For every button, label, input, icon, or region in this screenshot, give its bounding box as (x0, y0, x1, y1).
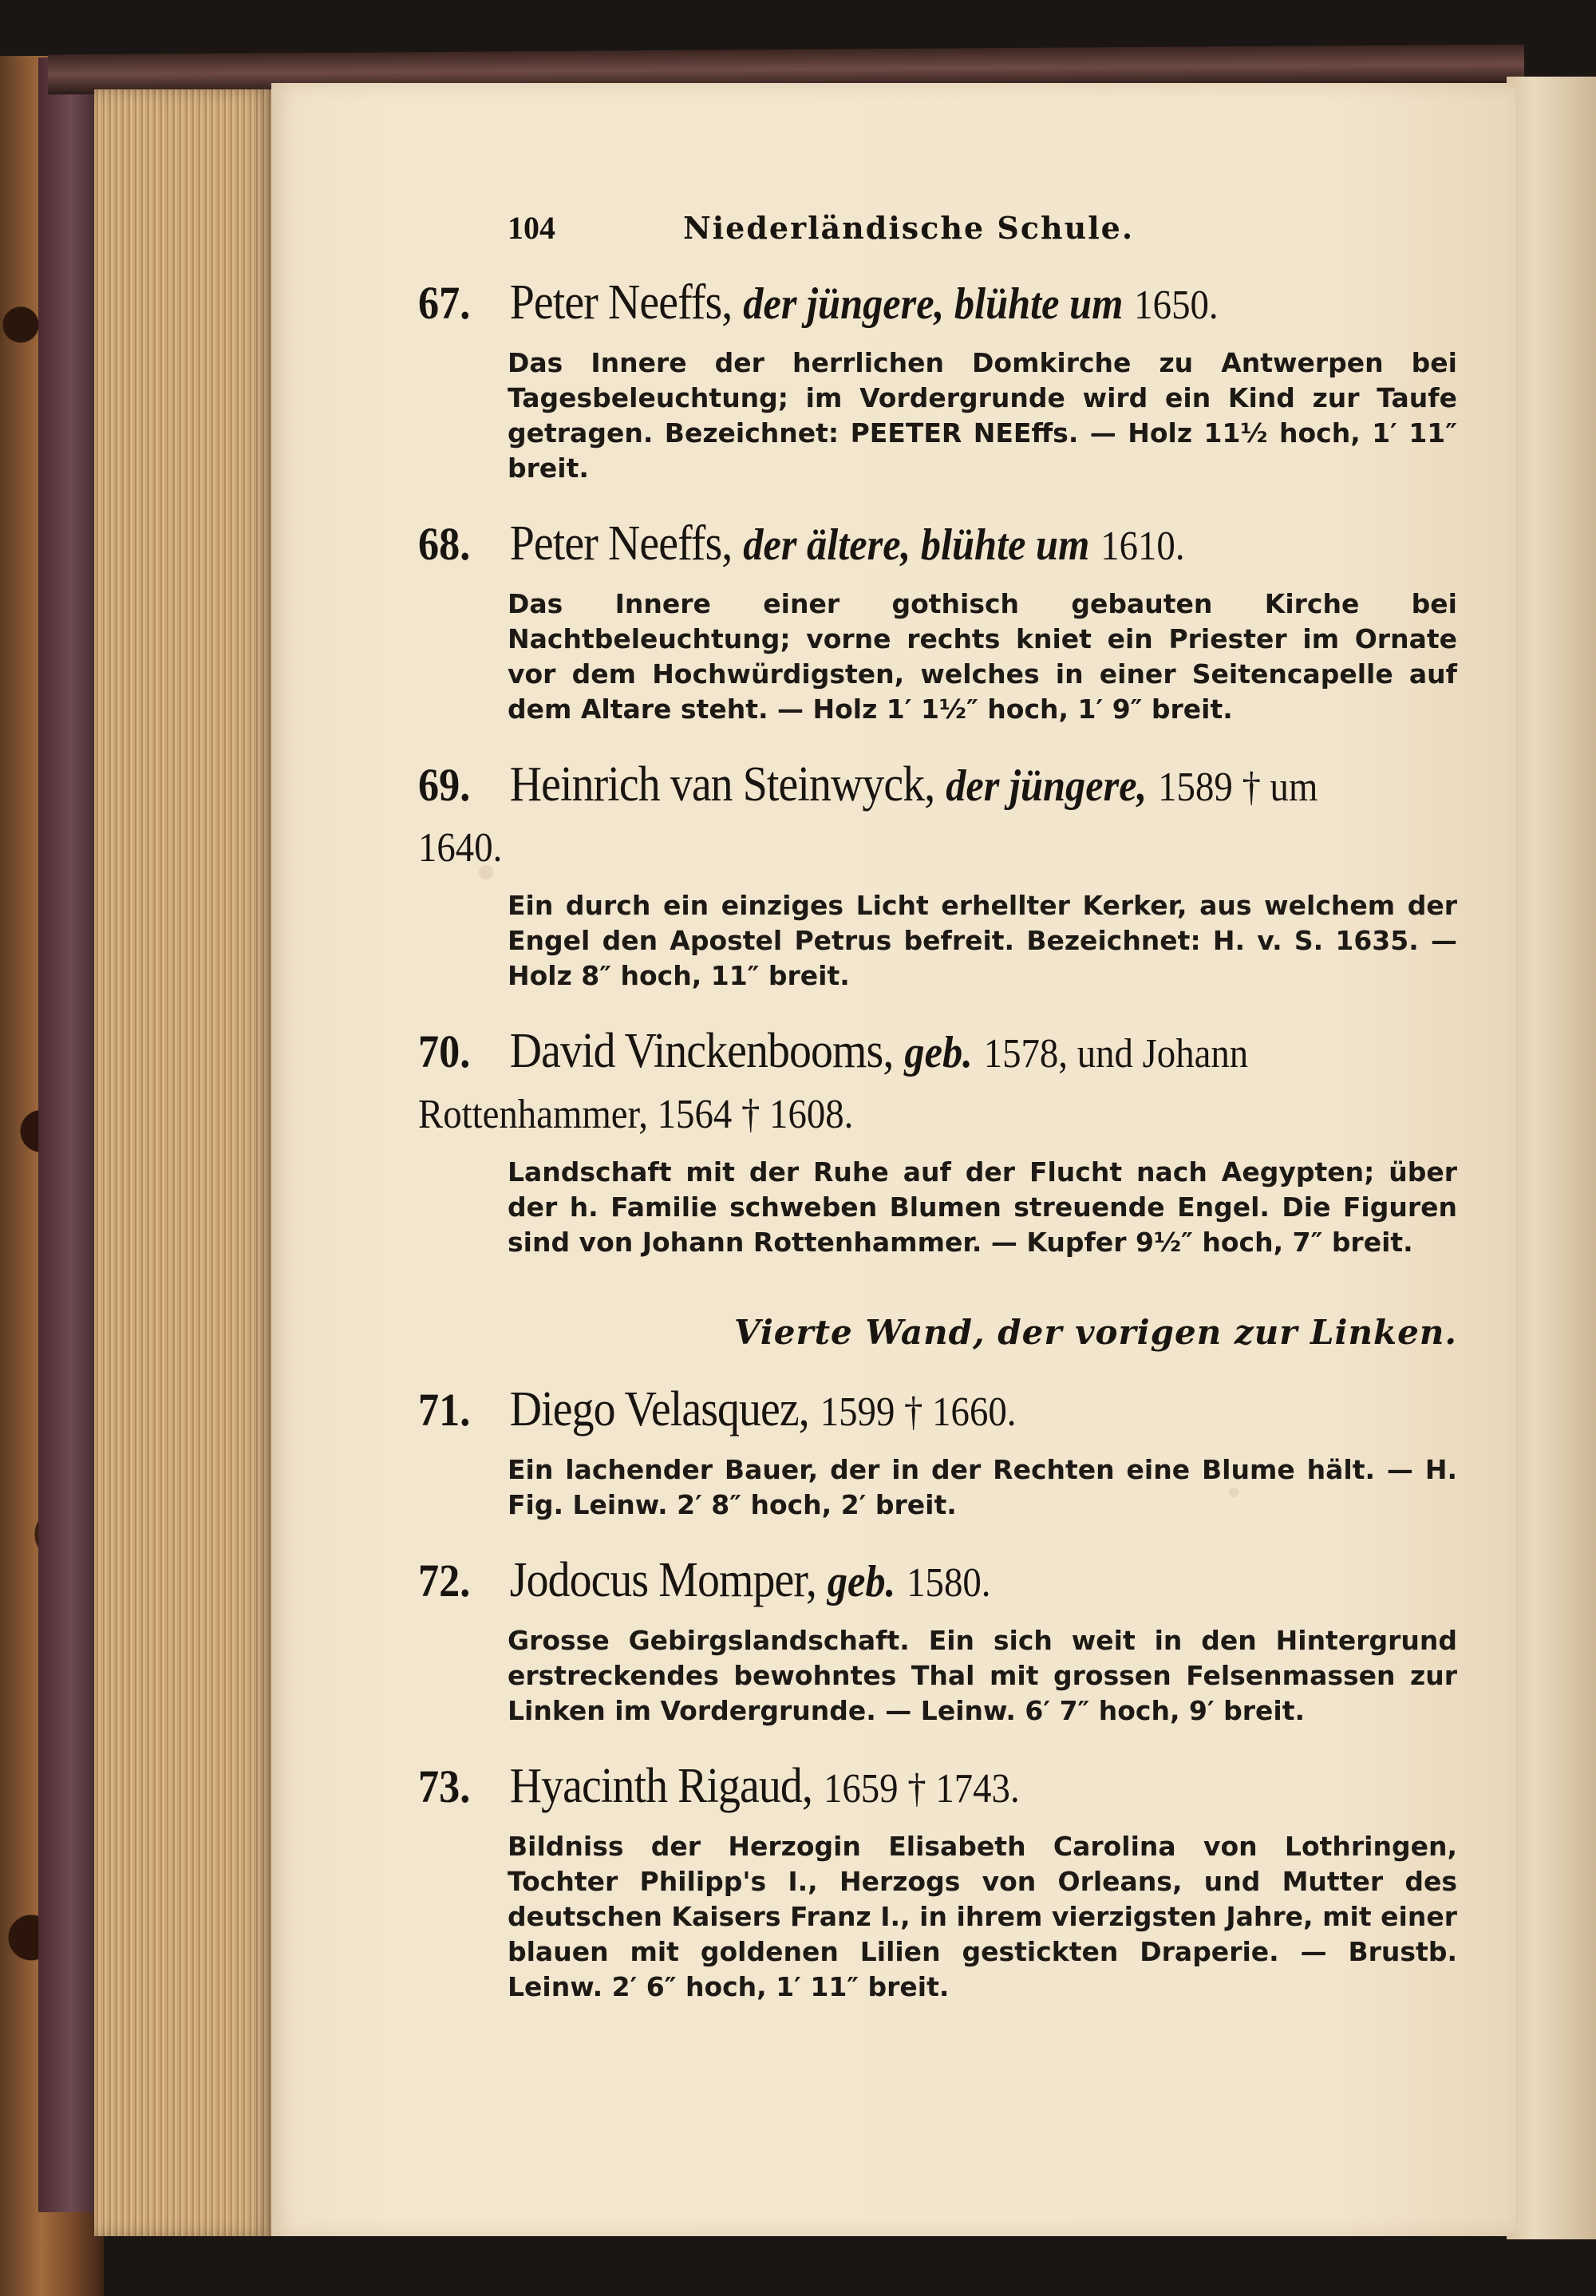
catalog-entry-68 (418, 515, 1457, 727)
entry-number: 72. (418, 1555, 471, 1606)
artist-date: 1578, und Johann Rottenhammer, 1564 † 1608. (418, 1031, 1249, 1137)
artist-role: geb. (827, 1557, 896, 1606)
entry-description: Landschaft mit der Ruhe auf der Flucht nach Aegypten; über der h. Familie schweben Blumen streuende Engel. Die Figuren sind von Johann Rottenhammer. — Kupfer 9½″ hoch, 7″ breit. (508, 1156, 1457, 1258)
facing-page-edge (1507, 77, 1596, 2239)
entry-number: 68. (418, 518, 471, 570)
artist-name: Jodocus Momper, (509, 1553, 816, 1607)
catalog-entry-70 (418, 1022, 1457, 1260)
artist-name: David Vinckenbooms, (509, 1024, 894, 1078)
entry-number: 67. (418, 277, 471, 329)
artist-role: geb. (904, 1028, 973, 1077)
entry-title (418, 1381, 1373, 1441)
artist-date: 1650. (1134, 283, 1219, 328)
page-header (508, 209, 1457, 247)
catalog-entry-67 (418, 274, 1457, 486)
entry-title (418, 515, 1373, 575)
entry-title (418, 1551, 1373, 1612)
artist-role: der jüngere, (946, 761, 1148, 811)
catalog-entry-69 (418, 756, 1457, 994)
artist-name: Diego Velasquez, (509, 1382, 809, 1436)
entry-description: Ein lachender Bauer, der in der Rechten eine Blume hält. — H. Fig. Leinw. 2′ 8″ hoch, 2′ breit. (508, 1454, 1457, 1520)
artist-name: Hyacinth Rigaud, (509, 1759, 812, 1813)
entry-number: 69. (418, 759, 471, 811)
artist-date: 1580. (907, 1560, 991, 1606)
entry-description: Ein durch ein einziges Licht erhellter Kerker, aus welchem der Engel den Apostel Petrus befreit. Bezeichnet: H. v. S. 1635. — Holz 8″ hoch, 11″ breit. (508, 890, 1457, 991)
entry-number: 70. (418, 1025, 471, 1077)
page-number: 104 (508, 210, 555, 246)
entry-description: Bildniss der Herzogin Elisabeth Carolina von Lothringen, Tochter Philipp's I., Herzogs von Orleans, und Mutter des deutschen Kaisers Franz I., in ihrem vierzigsten Jahre, mit einer blauen mit goldenen Lilien gestickten Draperie. — Brustb. Leinw. 2′ 6″ hoch, 1′ 11″ breit. (508, 1831, 1457, 2002)
catalog-entry-72 (418, 1551, 1457, 1729)
artist-date: 1610. (1100, 524, 1185, 569)
entry-title (418, 274, 1373, 334)
entry-description: Das Innere einer gothisch gebauten Kirche bei Nachtbeleuchtung; vorne rechts kniet ein Priester im Ornate vor dem Hochwürdigsten, welches in einer Seitencapelle auf dem Altare steht. — Holz 1′ 1½″ hoch, 1′ 9″ breit. (508, 588, 1457, 725)
entry-title (418, 1757, 1373, 1818)
artist-date: 1589 † um 1640. (418, 765, 1318, 871)
page-edges (94, 89, 271, 2236)
entry-description: Grosse Gebirgslandschaft. Ein sich weit in den Hintergrund erstreckendes bewohntes Thal mit grossen Felsenmassen zur Linken im Vordergrunde. — Leinw. 6′ 7″ hoch, 9′ breit. (508, 1625, 1457, 1726)
section-heading: Vierte Wand, der vorigen zur Linken. (733, 1313, 1457, 1352)
artist-name: Heinrich van Steinwyck, (509, 757, 935, 812)
entry-number: 71. (418, 1384, 471, 1436)
catalog-entry-73 (418, 1757, 1457, 2005)
entry-title (418, 756, 1373, 877)
artist-date: 1659 † 1743. (823, 1766, 1020, 1812)
entry-title (418, 1022, 1373, 1144)
artist-name: Peter Neeffs, (509, 275, 733, 330)
artist-name: Peter Neeffs, (509, 516, 733, 571)
entry-number: 73. (418, 1761, 471, 1812)
page-content (418, 209, 1457, 2033)
catalog-entry-71 (418, 1381, 1457, 1523)
entry-description: Das Innere der herrlichen Domkirche zu Antwerpen bei Tagesbeleuchtung; im Vordergrunde wird ein Kind zur Taufe getragen. Bezeichnet: PEETER NEEffs. — Holz 11½ hoch, 1′ 11″ breit. (508, 347, 1457, 484)
artist-date: 1599 † 1660. (820, 1389, 1017, 1435)
running-head: Niederländische Schule. (683, 210, 1135, 246)
artist-role: der jüngere, blühte um (743, 279, 1124, 329)
artist-role: der ältere, blühte um (743, 520, 1090, 570)
